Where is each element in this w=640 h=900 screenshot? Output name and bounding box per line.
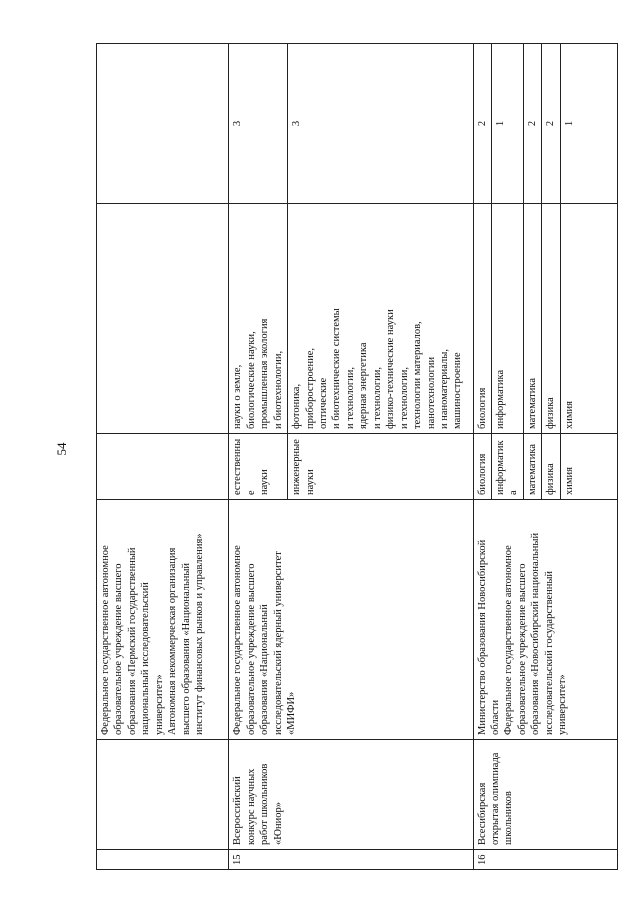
org-line: университет» (557, 674, 569, 735)
cell-profile (288, 204, 473, 434)
cell-subject-area: информатика (491, 434, 523, 500)
cell-subject-area (229, 434, 288, 500)
cell-olympiad-name (97, 740, 229, 850)
profile-line: и биотехнологии, (272, 350, 284, 429)
table-row-continued (97, 44, 229, 870)
cell-profile: физика (542, 204, 560, 434)
org-line: образовательное учреждение высшего (113, 563, 125, 735)
area-line: естественные (232, 438, 257, 495)
org-line: образования «Пермский государственный (126, 547, 138, 735)
profile-line: ядерная энергетика (358, 342, 370, 429)
cell-level: 3 (229, 44, 288, 204)
area-line: инженерные (291, 439, 303, 495)
org-line: Федеральное государственное автономное (100, 545, 111, 735)
profile-line: и технологии, (344, 367, 356, 429)
cell-profile (97, 204, 229, 434)
profile-line: фотоника, (291, 383, 303, 429)
org-line: Федеральное государственное автономное (232, 545, 244, 735)
profile-line: и технологии, (371, 367, 383, 429)
cell-profile: химия (560, 204, 617, 434)
olympiad-table (96, 43, 618, 870)
cell-profile (229, 204, 288, 434)
org-line: Федеральное государственное автономное (503, 545, 515, 735)
area-line: науки (259, 469, 271, 495)
org-line: исследовательский ядерный университет (272, 551, 284, 735)
cell-organizers (97, 500, 229, 740)
cell-organizers (473, 500, 618, 740)
cell-profile: биология (473, 204, 491, 434)
name-line: открытая олимпиада (489, 752, 501, 845)
cell-subject-area: биология (473, 434, 491, 500)
cell-level: 1 (491, 44, 523, 204)
profile-line: технологии материалов, (412, 321, 424, 429)
table-row-16 (473, 44, 491, 870)
org-line: национальный исследовательский (140, 582, 152, 735)
org-line: образования «Новосибирский национальный (530, 532, 542, 735)
cell-subject-area (288, 434, 473, 500)
profile-line: машиностроение (452, 352, 464, 429)
org-line: образования «Национальный (259, 604, 271, 735)
profile-line: и биотехнические системы (331, 308, 343, 429)
page-number: 54 (54, 442, 69, 456)
cell-organizers (229, 500, 473, 740)
cell-level: 3 (288, 44, 473, 204)
org-line: Министерство образования Новосибирской (476, 539, 488, 735)
cell-level (97, 44, 229, 204)
name-line: школьников (503, 791, 515, 845)
cell-number (97, 850, 229, 870)
cell-number: 15 (229, 850, 473, 870)
profile-line: и технологии, (398, 367, 410, 429)
profile-line: промышленная экология (259, 318, 271, 429)
cell-olympiad-name (229, 740, 473, 850)
org-line: образовательное учреждение высшего (245, 563, 257, 735)
cell-profile: информатика (491, 204, 523, 434)
area-line: науки (304, 469, 316, 495)
profile-line: науки о земле, (232, 364, 244, 429)
profile-line: приборостроение, (304, 347, 316, 429)
cell-subject-area: физика (542, 434, 560, 500)
name-line: Всесибирская (476, 782, 488, 845)
org-line: институт финансовых рынков и управления» (194, 533, 206, 735)
cell-subject-area: химия (560, 434, 617, 500)
profile-line: физико-технические науки (385, 309, 397, 429)
rotated-table-container (96, 44, 618, 870)
name-line: работ школьников (259, 763, 271, 845)
cell-level: 2 (542, 44, 560, 204)
cell-profile: математика (523, 204, 541, 434)
org-line: исследовательский государственный (543, 570, 555, 735)
profile-line: биологические науки, (245, 331, 257, 429)
cell-subject-area: математика (523, 434, 541, 500)
cell-subject-area (97, 434, 229, 500)
cell-number: 16 (473, 850, 618, 870)
name-line: Всероссийский (232, 776, 244, 845)
name-line: «Юниор» (272, 801, 284, 845)
cell-level: 2 (523, 44, 541, 204)
cell-olympiad-name (473, 740, 618, 850)
org-line: «МИФИ» (286, 691, 298, 735)
org-line: образовательное учреждение высшего (516, 563, 528, 735)
cell-level: 2 (473, 44, 491, 204)
profile-line: и наноматериалы, (438, 349, 450, 429)
org-line: университет» (153, 674, 165, 735)
profile-line: оптические (318, 377, 329, 429)
cell-level: 1 (560, 44, 617, 204)
org-line: области (489, 699, 501, 735)
org-line: высшего образования «Национальный (180, 562, 192, 735)
table-row-15 (229, 44, 288, 870)
profile-line: нанотехнологии (425, 356, 437, 429)
name-line: конкурс научных (245, 768, 257, 845)
org-line: Автономная некоммерческая организация (167, 547, 179, 735)
